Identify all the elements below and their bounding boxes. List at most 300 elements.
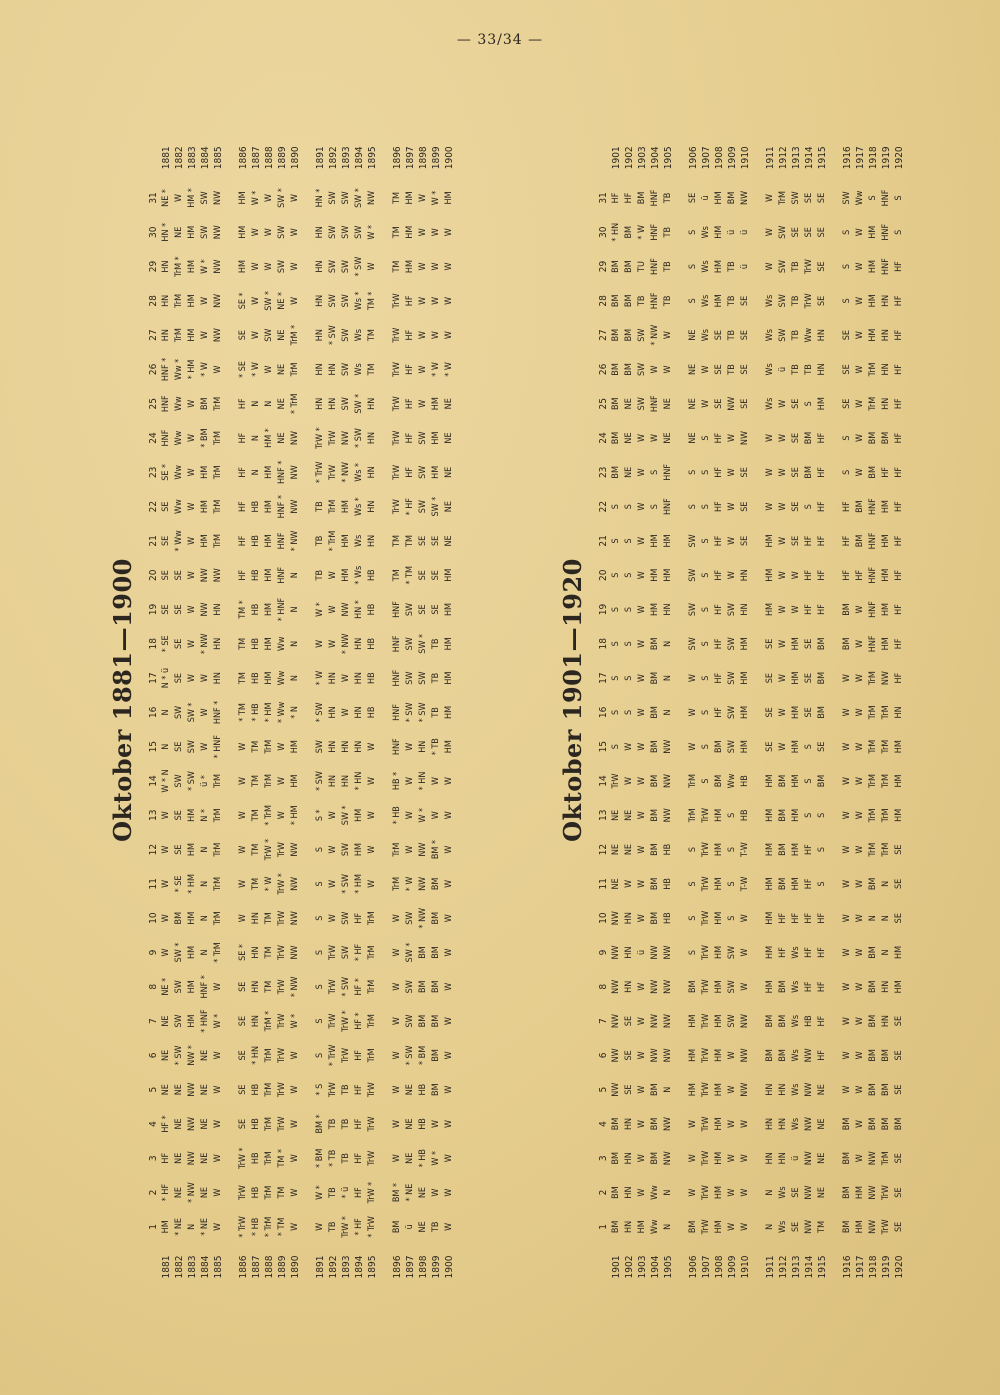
- weather-cell: W: [264, 228, 274, 237]
- weather-cell: SW: [791, 191, 801, 205]
- year-row: [263, 135, 276, 1290]
- weather-cell: HM: [791, 705, 801, 719]
- weather-cell: TrW: [392, 327, 402, 343]
- weather-cell: S: [842, 229, 852, 235]
- weather-cell: * HNF: [200, 1009, 210, 1033]
- weather-cell: SW: [727, 671, 737, 685]
- weather-cell: HF: [817, 981, 827, 993]
- header-row: [140, 135, 160, 1290]
- weather-cell: W: [187, 536, 197, 545]
- weather-cell: SW: [187, 740, 197, 754]
- weather-cell: TrW: [701, 1116, 711, 1132]
- weather-cell: TrW: [611, 773, 621, 789]
- weather-cell: SW: [778, 259, 788, 274]
- weather-cell: TrW: [392, 464, 402, 480]
- weather-cell: W: [187, 502, 197, 511]
- group-spacer: [379, 135, 391, 1290]
- weather-cell: BM: [868, 1014, 878, 1028]
- weather-cell: HB: [251, 637, 261, 650]
- year-label: 1920: [894, 146, 905, 170]
- weather-cell: W: [238, 776, 248, 785]
- year-row: [867, 135, 880, 1290]
- weather-cell: W: [367, 742, 377, 751]
- year-label: 1883: [187, 146, 198, 170]
- weather-cell: W: [444, 948, 454, 957]
- weather-cell: HNF: [392, 738, 402, 756]
- spacer: [225, 1244, 237, 1290]
- weather-cell: W: [367, 776, 377, 785]
- year-label: 1914: [804, 146, 815, 170]
- weather-cell: SW *: [174, 942, 184, 963]
- weather-cell: NW: [650, 945, 660, 960]
- weather-cell: SE: [238, 1050, 248, 1061]
- weather-cell: HM: [663, 568, 673, 582]
- weather-cell: SE: [804, 192, 814, 204]
- weather-cell: HN: [367, 397, 377, 410]
- weather-cell: HN: [315, 329, 325, 342]
- weather-cell: W: [444, 262, 454, 271]
- weather-cell: BM: [765, 1049, 775, 1062]
- weather-cell: HM: [444, 705, 454, 719]
- weather-cell: S: [611, 504, 621, 510]
- weather-cell: HN: [341, 740, 351, 753]
- weather-cell: SW *: [187, 702, 197, 723]
- weather-cell: W: [624, 879, 634, 888]
- weather-cell: HM: [714, 980, 724, 994]
- weather-cell: W: [637, 914, 647, 923]
- weather-cell: * HN: [611, 222, 621, 242]
- weather-cell: * SW: [341, 874, 351, 894]
- weather-cell: W: [855, 1119, 865, 1128]
- weather-cell: BM: [418, 946, 428, 959]
- weather-cell: HF: [238, 466, 248, 478]
- weather-cell: W: [637, 776, 647, 785]
- weather-cell: * SW: [405, 702, 415, 723]
- weather-cell: Ws *: [354, 497, 364, 517]
- year-label: 1918: [868, 146, 879, 170]
- day-header: 3: [148, 1155, 159, 1162]
- weather-cell: SE: [174, 570, 184, 581]
- year-row: [816, 135, 829, 1290]
- weather-cell: NW: [804, 1082, 814, 1097]
- weather-cell: TrW: [277, 945, 287, 960]
- weather-cell: NE: [688, 363, 698, 376]
- weather-cell: TrW: [277, 910, 287, 926]
- weather-cell: NE: [444, 535, 454, 547]
- year-label: 1899: [431, 1255, 442, 1279]
- group-spacer: [675, 135, 687, 1290]
- weather-cell: BM: [868, 1117, 878, 1131]
- weather-cell: TrM: [264, 739, 274, 754]
- year-label: 1902: [624, 1255, 635, 1279]
- weather-cell: W: [855, 845, 865, 854]
- year-row: [854, 135, 867, 1290]
- weather-cell: W: [238, 914, 248, 923]
- weather-cell: TB: [328, 1187, 338, 1198]
- weather-cell: HM *: [264, 428, 274, 448]
- weather-cell: * TrW: [238, 1216, 248, 1238]
- weather-cell: * HB: [418, 1149, 428, 1168]
- weather-cell: W: [431, 331, 441, 340]
- year-label: 1905: [663, 146, 674, 170]
- weather-cell: SW: [315, 740, 325, 754]
- year-label: 1888: [264, 1255, 275, 1279]
- weather-cell: W: [328, 571, 338, 580]
- weather-cell: SW: [328, 191, 338, 205]
- weather-cell: Ww: [650, 1185, 660, 1200]
- day-header: 24: [148, 432, 159, 444]
- weather-cell: SE: [431, 535, 441, 547]
- weather-cell: W: [405, 776, 415, 785]
- weather-cell: TB: [315, 569, 325, 581]
- weather-cell: NW: [663, 773, 673, 789]
- weather-cell: HNF *: [213, 700, 223, 725]
- weather-cell: TM *: [238, 600, 248, 619]
- weather-cell: NW: [740, 1082, 750, 1097]
- weather-cell: TB: [791, 329, 801, 341]
- weather-cell: N: [663, 1189, 673, 1196]
- weather-cell: HB: [663, 878, 673, 890]
- weather-cell: BM: [842, 603, 852, 616]
- weather-cell: TU: [637, 261, 647, 272]
- weather-cell: SE: [624, 1015, 634, 1027]
- weather-cell: HM: [740, 671, 750, 685]
- weather-cell: W: [444, 879, 454, 888]
- weather-cell: SW: [418, 500, 428, 514]
- weather-cell: * HF: [354, 943, 364, 962]
- weather-cell: HM: [187, 225, 197, 239]
- weather-cell: W: [778, 639, 788, 648]
- weather-cell: W: [637, 1085, 647, 1094]
- year-label: 1916: [842, 146, 853, 170]
- year-label: 1915: [817, 146, 828, 170]
- weather-cell: W: [688, 674, 698, 683]
- weather-cell: * SW: [341, 976, 351, 997]
- year-label: 1897: [405, 1255, 416, 1279]
- year-label: 1889: [277, 1255, 288, 1279]
- weather-cell: SE: [791, 1221, 801, 1232]
- group-spacer: [302, 135, 314, 1290]
- weather-cell: BM: [804, 431, 814, 445]
- year-label: 1919: [881, 146, 892, 170]
- weather-cell: TrW: [881, 1185, 891, 1201]
- weather-cell: W: [251, 331, 261, 340]
- weather-cell: HF: [894, 329, 904, 341]
- weather-cell: TM: [392, 260, 402, 273]
- weather-cell: HB: [663, 843, 673, 856]
- weather-cell: HN: [367, 500, 377, 513]
- weather-cell: SE: [894, 1187, 904, 1198]
- weather-cell: SW: [200, 225, 210, 239]
- weather-cell: HF: [405, 398, 415, 410]
- weather-cell: BM *: [392, 1182, 402, 1203]
- weather-cell: HM: [765, 945, 775, 960]
- weather-cell: W: [315, 639, 325, 648]
- weather-cell: TB: [431, 672, 441, 684]
- weather-cell: N: [187, 1223, 197, 1230]
- weather-cell: S: [611, 744, 621, 750]
- weather-cell: TM *: [277, 1148, 287, 1168]
- weather-cell: TrW: [701, 1185, 711, 1201]
- section-title: Oktober 1901—1920: [558, 558, 587, 842]
- weather-cell: TB: [663, 261, 673, 272]
- year-label: 1900: [444, 1255, 455, 1279]
- weather-cell: HN: [367, 534, 377, 547]
- weather-cell: HM: [714, 1220, 724, 1234]
- weather-cell: HN: [213, 637, 223, 650]
- weather-cell: ü: [701, 195, 711, 201]
- weather-cell: NW: [611, 1014, 621, 1029]
- weather-cell: N: [765, 1189, 775, 1196]
- weather-cell: HM: [264, 637, 274, 651]
- weather-cell: HM: [765, 980, 775, 994]
- weather-cell: W: [431, 1119, 441, 1128]
- weather-cell: NW: [611, 1048, 621, 1063]
- weather-cell: SW: [637, 362, 647, 377]
- weather-cell: W: [740, 1222, 750, 1231]
- weather-cell: NE: [200, 1186, 210, 1199]
- weather-cell: TrW: [277, 1116, 287, 1132]
- weather-cell: TrM: [264, 1185, 274, 1200]
- group-spacer: [752, 135, 764, 1290]
- weather-cell: HM: [431, 397, 441, 411]
- weather-cell: S: [315, 881, 325, 887]
- weather-cell: W: [328, 639, 338, 648]
- year-label: 1907: [701, 1255, 712, 1279]
- spacer: [302, 1244, 314, 1290]
- weather-cell: Ws: [778, 1186, 788, 1199]
- weather-cell: SW: [778, 225, 788, 239]
- weather-cell: BM: [714, 774, 724, 788]
- weather-cell: HB: [804, 1015, 814, 1027]
- weather-cell: W: [418, 228, 428, 237]
- weather-cell: HF: [817, 569, 827, 581]
- day-header: 14: [148, 775, 159, 787]
- weather-cell: W: [637, 879, 647, 888]
- weather-cell: HM: [894, 740, 904, 754]
- weather-cell: HM: [817, 397, 827, 411]
- weather-cell: HM: [238, 191, 248, 205]
- weather-cell: TrW *: [341, 1216, 351, 1238]
- weather-cell: HB: [251, 1152, 261, 1165]
- weather-cell: TrM: [868, 808, 878, 823]
- weather-cell: W: [213, 1119, 223, 1128]
- weather-cell: HF: [842, 569, 852, 581]
- weather-cell: HNF *: [200, 975, 210, 999]
- weather-cell: W: [161, 845, 171, 854]
- year-label: 1895: [367, 146, 378, 170]
- weather-cell: W: [842, 708, 852, 717]
- day-header: 3: [598, 1155, 609, 1162]
- year-label: 1891: [315, 146, 326, 170]
- weather-cell: TM: [264, 980, 274, 993]
- weather-cell: NE: [611, 844, 621, 856]
- weather-cell: S: [611, 538, 621, 544]
- day-header: 22: [598, 500, 609, 513]
- year-label: 1919: [881, 1255, 892, 1279]
- weather-cell: SE: [791, 227, 801, 238]
- weather-cell: TrM: [881, 739, 891, 754]
- weather-cell: TrW: [392, 361, 402, 377]
- weather-cell: TrM: [264, 1151, 274, 1166]
- weather-cell: N: [251, 400, 261, 407]
- weather-cell: TrM: [213, 808, 223, 823]
- weather-cell: * HN: [354, 771, 364, 791]
- weather-cell: S: [315, 984, 325, 990]
- weather-cell: SW *: [431, 496, 441, 517]
- weather-cell: TrW: [701, 1219, 711, 1235]
- weather-cell: SE: [624, 1050, 634, 1061]
- weather-cell: BM: [431, 1014, 441, 1028]
- weather-cell: NW: [881, 671, 891, 686]
- weather-cell: SW: [405, 1014, 415, 1028]
- weather-cell: TM: [392, 534, 402, 547]
- weather-cell: * HM: [264, 702, 274, 723]
- weather-cell: W: [341, 674, 351, 683]
- weather-cell: SW: [277, 259, 287, 274]
- weather-cell: HN: [328, 397, 338, 410]
- day-header: 13: [148, 809, 159, 822]
- weather-cell: BM: [650, 1083, 660, 1096]
- weather-cell: HB: [251, 672, 261, 684]
- weather-cell: BM: [842, 1220, 852, 1234]
- weather-cell: HM: [264, 602, 274, 617]
- weather-cell: HB: [367, 672, 377, 684]
- weather-cell: HM: [791, 637, 801, 651]
- weather-cell: W: [855, 262, 865, 271]
- weather-cell: S: [650, 504, 660, 510]
- weather-cell: * NW: [200, 633, 210, 655]
- weather-cell: * SW: [418, 702, 428, 723]
- weather-cell: BM: [778, 774, 788, 788]
- weather-cell: HN: [778, 1152, 788, 1165]
- weather-cell: W: [277, 742, 287, 751]
- weather-cell: TrW: [701, 1082, 711, 1098]
- header-row: [590, 135, 610, 1290]
- year-label: 1894: [354, 146, 365, 170]
- weather-cell: SW: [341, 362, 351, 377]
- weather-cell: NW: [663, 945, 673, 960]
- weather-cell: HF: [354, 1187, 364, 1198]
- weather-cell: * W: [264, 876, 274, 892]
- weather-cell: HF *: [161, 1115, 171, 1133]
- weather-cell: TrW: [328, 1082, 338, 1098]
- weather-cell: N: [663, 709, 673, 716]
- weather-cell: W: [727, 468, 737, 477]
- weather-cell: BM: [624, 294, 634, 308]
- weather-cell: W: [663, 365, 673, 374]
- year-label: 1881: [161, 146, 172, 170]
- weather-cell: HF *: [354, 1012, 364, 1030]
- weather-cell: TrM: [264, 1082, 274, 1097]
- weather-cell: Ws: [791, 1014, 801, 1028]
- weather-cell: HF: [405, 364, 415, 375]
- weather-cell: NE: [817, 1152, 827, 1164]
- day-header: 23: [598, 466, 609, 479]
- weather-cell: TM *: [367, 291, 377, 311]
- weather-cell: SW *: [354, 188, 364, 208]
- weather-cell: SW: [418, 671, 428, 685]
- weather-cell: W: [187, 434, 197, 443]
- year-row: [250, 135, 263, 1290]
- weather-cell: HN: [778, 1083, 788, 1096]
- weather-cell: W: [444, 228, 454, 237]
- weather-cell: HB: [251, 603, 261, 616]
- weather-cell: NE: [200, 1084, 210, 1096]
- weather-cell: HN: [354, 672, 364, 685]
- weather-cell: HM: [187, 294, 197, 308]
- weather-cell: SW: [328, 294, 338, 308]
- weather-cell: * TrM: [264, 1216, 274, 1238]
- weather-cell: HM: [765, 568, 775, 582]
- weather-cell: TrW: [392, 293, 402, 309]
- weather-cell: HNF: [277, 566, 287, 584]
- day-header: 4: [598, 1121, 609, 1127]
- day-header: 2: [598, 1189, 609, 1196]
- year-label: 1902: [624, 146, 635, 170]
- weather-cell: SW: [727, 705, 737, 719]
- weather-cell: SE: [740, 535, 750, 547]
- weather-cell: SE: [418, 604, 428, 615]
- weather-cell: W: [727, 536, 737, 545]
- weather-cell: NW: [740, 1014, 750, 1029]
- weather-cell: HNF: [650, 395, 660, 413]
- weather-cell: HM: [341, 534, 351, 548]
- weather-cell: SW: [341, 328, 351, 342]
- weather-cell: BM: [817, 637, 827, 651]
- weather-cell: HM: [200, 500, 210, 514]
- weather-cell: S: [727, 881, 737, 887]
- weather-cell: W: [637, 811, 647, 820]
- year-label: 1909: [727, 146, 738, 170]
- weather-cell: SE: [894, 1015, 904, 1027]
- weather-cell: N: [200, 846, 210, 853]
- weather-cell: W: [688, 742, 698, 751]
- weather-cell: BM: [611, 363, 621, 376]
- weather-cell: TrW: [367, 1150, 377, 1166]
- weather-cell: HB: [251, 569, 261, 582]
- weather-cell: W: [444, 1188, 454, 1197]
- weather-cell: NW: [650, 1048, 660, 1063]
- weather-cell: HN: [418, 740, 428, 753]
- weather-cell: W: [842, 811, 852, 820]
- weather-cell: HM: [431, 431, 441, 445]
- year-label: 1891: [315, 1255, 326, 1279]
- weather-cell: SW: [405, 980, 415, 994]
- weather-cell: W: [688, 708, 698, 717]
- weather-cell: SE: [740, 398, 750, 409]
- weather-cell: W: [431, 1188, 441, 1197]
- weather-cell: W: [650, 434, 660, 443]
- weather-cell: W: [367, 262, 377, 271]
- weather-cell: BM: [881, 1117, 891, 1131]
- weather-cell: TM: [251, 740, 261, 753]
- weather-cell: * NW: [341, 633, 351, 655]
- weather-cell: TrW: [701, 842, 711, 858]
- weather-cell: NW: [213, 190, 223, 205]
- weather-cell: HF: [238, 398, 248, 410]
- weather-cell: TrM: [881, 1151, 891, 1166]
- weather-cell: TrW: [701, 979, 711, 995]
- day-header: 1: [148, 1223, 159, 1230]
- weather-cell: SE: [842, 330, 852, 341]
- weather-cell: TrM: [367, 911, 377, 926]
- weather-cell: HF: [354, 1050, 364, 1061]
- weather-cell: HF: [714, 672, 724, 684]
- day-header: 9: [148, 949, 159, 956]
- weather-cell: W: [791, 605, 801, 614]
- weather-cell: W: [778, 468, 788, 477]
